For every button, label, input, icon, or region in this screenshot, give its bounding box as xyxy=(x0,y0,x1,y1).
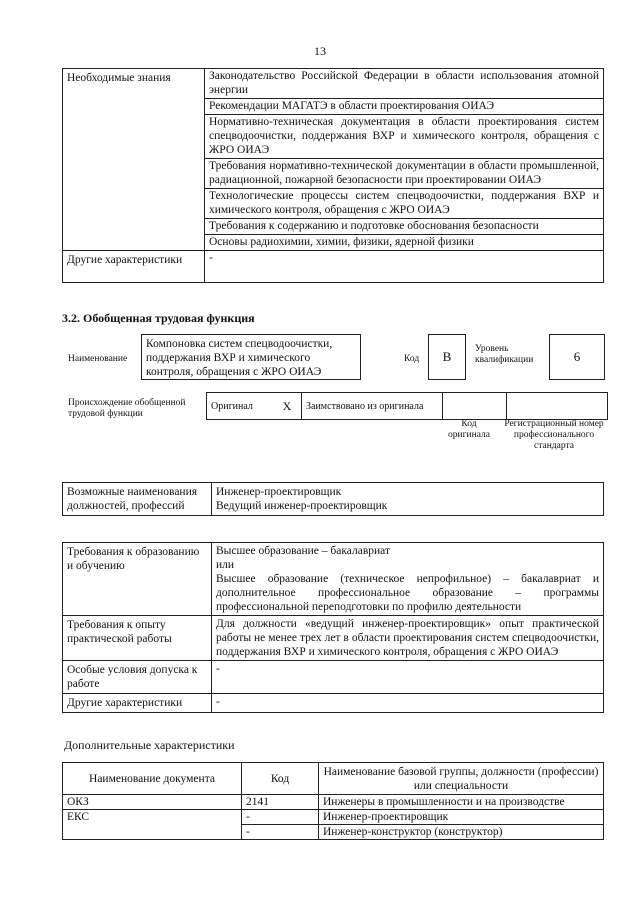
positions-label: Возможные наименования должностей, профессий xyxy=(63,483,212,516)
other-characteristics-value: - xyxy=(212,694,604,713)
origin-table xyxy=(206,392,608,420)
original-code-cell xyxy=(443,393,507,420)
code-cell: 2141 xyxy=(242,795,319,810)
positions-table xyxy=(62,482,604,516)
qualification-label: Уровень квалификации xyxy=(475,344,534,365)
education-label: Требования к образованию и обучению xyxy=(63,543,212,616)
registration-number-cell xyxy=(507,393,608,420)
additional-table xyxy=(62,762,604,840)
knowledge-item: Технологические процессы систем спецводоочистки, поддержания ВХР и химического контроля, обращения с ЖРО ОИАЭ xyxy=(205,189,604,219)
code-value-box: B xyxy=(428,334,466,380)
knowledge-item: Требования к содержанию и подготовке обоснования безопасности xyxy=(205,219,604,235)
name-cell: Инженер-проектировщик xyxy=(319,810,604,825)
section-heading: 3.2. Обобщенная трудовая функция xyxy=(62,311,255,325)
original-mark: X xyxy=(273,393,302,420)
experience-value: Для должности «ведущий инженер-проектировщик» опыт практической работы не менее трех лет в области проектирования систем спецводоочистки, поддержания ВХР и химического контроля, обращения с ЖРО ОИАЭ xyxy=(212,616,604,661)
education-value: Высшее образование – бакалавриат или Высшее образование (техническое непрофильное) – бакалавриат и дополнительное профессиональное образование – программы профессиональной переподготовки по профилю деятельности xyxy=(212,543,604,616)
doc-cell: ОКЗ xyxy=(63,795,242,810)
additional-title: Дополнительные характеристики xyxy=(64,738,235,752)
requirements-table xyxy=(62,542,604,713)
other-characteristics-label: Другие характеристики xyxy=(63,694,212,713)
borrowed-label: Заимствовано из оригинала xyxy=(302,393,443,420)
doc-cell: ЕКС xyxy=(63,810,242,840)
knowledge-item: Нормативно-техническая документация в области проектирования систем спецводоочистки, поддержания ВХР и химического контроля, обращения с ЖРО ОИАЭ xyxy=(205,115,604,159)
qualification-value-box: 6 xyxy=(549,334,605,380)
position-item: Инженер-проектировщик xyxy=(216,486,342,498)
code-cell: - xyxy=(242,810,319,825)
function-name-box: Компоновка систем спецводоочистки, поддержания ВХР и химического контроля, обращения с ЖРО ОИАЭ xyxy=(141,334,361,380)
special-conditions-label: Особые условия допуска к работе xyxy=(63,661,212,694)
name-cell: Инженер-конструктор (конструктор) xyxy=(319,825,604,840)
knowledge-item: Рекомендации МАГАТЭ в области проектирования ОИАЭ xyxy=(205,99,604,115)
name-cell: Инженеры в промышленности и на производстве xyxy=(319,795,604,810)
knowledge-other-label: Другие характеристики xyxy=(63,251,205,283)
code-label: Код xyxy=(404,354,420,364)
knowledge-other-value: - xyxy=(205,251,604,283)
registration-caption: Регистрационный номер профессионального стандарта xyxy=(504,419,604,451)
code-original-caption: Код оригинала xyxy=(448,419,490,440)
origin-label: Происхождение обобщенной трудовой функции xyxy=(68,398,186,419)
experience-label: Требования к опыту практической работы xyxy=(63,616,212,661)
knowledge-item: Требования нормативно-технической документации в области промышленной, радиационной, пожарной безопасности при проектировании ОИАЭ xyxy=(205,159,604,189)
knowledge-item: Законодательство Российской Федерации в области использования атомной энергии xyxy=(205,69,604,99)
original-label: Оригинал xyxy=(207,393,274,420)
page-number: 13 xyxy=(314,44,326,58)
table-row xyxy=(63,795,604,810)
header-name: Наименование базовой группы, должности (профессии) или специальности xyxy=(319,763,604,795)
header-code: Код xyxy=(242,763,319,795)
knowledge-table xyxy=(62,68,604,283)
table-row xyxy=(63,810,604,825)
position-item: Ведущий инженер-проектировщик xyxy=(216,500,388,512)
knowledge-label: Необходимые знания xyxy=(63,69,205,251)
special-conditions-value: - xyxy=(212,661,604,694)
name-label: Наименование xyxy=(68,354,128,364)
knowledge-item: Основы радиохимии, химии, физики, ядерной физики xyxy=(205,235,604,251)
header-document: Наименование документа xyxy=(63,763,242,795)
code-cell: - xyxy=(242,825,319,840)
